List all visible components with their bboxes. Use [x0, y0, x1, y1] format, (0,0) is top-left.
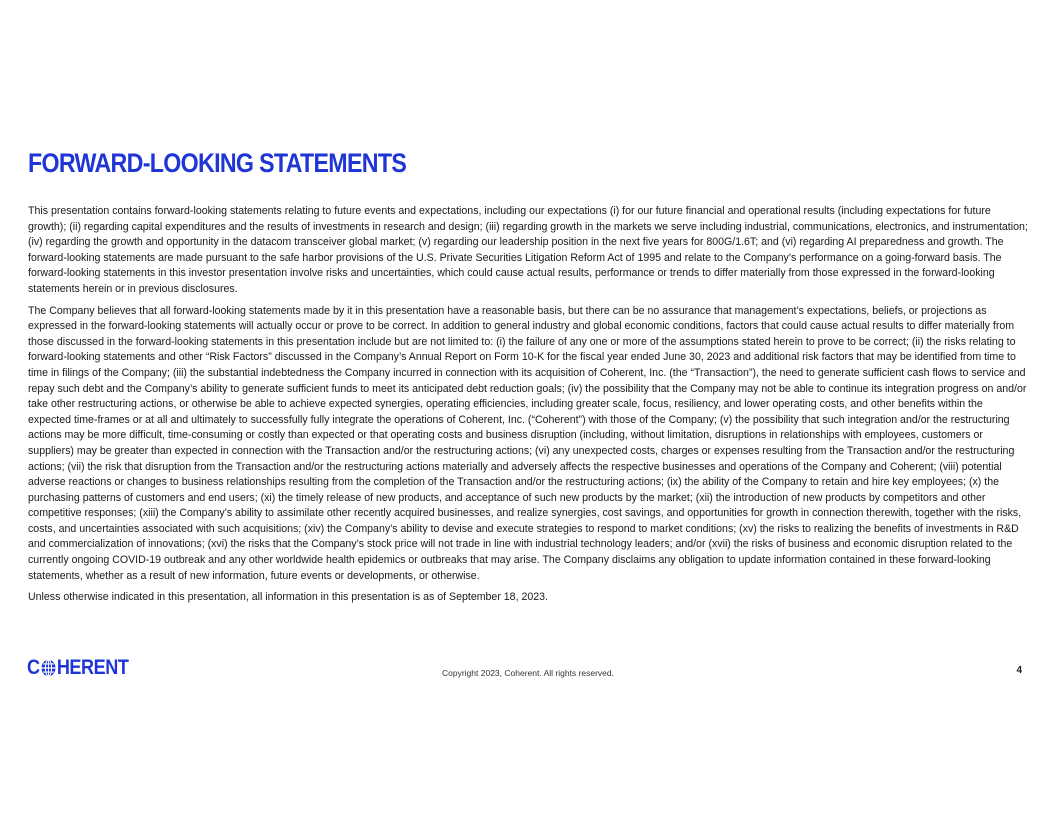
logo-text-end: HERENT: [56, 656, 129, 679]
copyright-notice: Copyright 2023, Coherent. All rights reserved.: [442, 668, 614, 678]
paragraph-risk-factors: The Company believes that all forward-looking statements made by it in this presentation have a reasonable basis, but there can be no assurance that management’s expectations, beliefs, or projections as expressed in the forward-looking statements will actually occur or prove to be correct. In addition to general industry and global economic conditions, factors that could cause actual results to differ materially from those discussed in the forward-looking statements in this presentation include but are not limited to: (i) the failure of any one or more of the assumptions stated herein to prove to be correct; (ii) the risks relating to forward-looking statements and other “Risk Factors” discussed in the Company’s Annual Report on Form 10-K for the fiscal year ended June 30, 2023 and additional risk factors that may be identified from time to time in filings of the Company; (iii) the substantial indebtedness the Company incurred in connection with its acquisition of Coherent, Inc. (the “Transaction”), the need to generate sufficient cash flows to service and repay such debt and the Company’s ability to generate sufficient funds to meet its anticipated debt reduction goals; (iv) the possibility that the Company may not be able to continue its integration progress on and/or take other restructuring actions, or otherwise be able to achieve expected synergies, operating efficiencies, including greater scale, focus, resiliency, and lower operating costs, and other benefits within the expected time-frames or at all and ultimately to successfully fully integrate the operations of Coherent, Inc. (“Coherent”) with those of the Company; (v) the possibility that such integration and/or the restructuring actions may be more difficult, time-consuming or costly than expected or that operating costs and business disruption (including, without limitation, disruptions in relationships with employees, customers or suppliers) may be greater than expected in connection with the Transaction and/or the restructuring actions; (vi) any unexpected costs, charges or expenses resulting from the Transaction and/or the restructuring actions; (vii) the risk that disruption from the Transaction and/or the restructuring actions materially and adversely affects the respective businesses and operations of the Company and Coherent; (viii) potential adverse reactions or changes to business relationships resulting from the completion of the Transaction and/or the restructuring actions; (ix) the ability of the Company to retain and hire key employees; (x) the purchasing patterns of customers and end users; (xi) the timely release of new products, and acceptance of such new products by the market; (xii) the introduction of new products by competitors and other competitive responses; (xiii) the Company’s ability to assimilate other recently acquired businesses, and realize synergies, cost savings, and opportunities for growth in connection therewith, together with the risks, costs, and uncertainties associated with such acquisitions; (xiv) the Company’s ability to devise and execute strategies to respond to market conditions; (xv) the risks to realizing the benefits of investments in R&D and commercialization of innovations; (xvi) the risks that the Company’s stock price will not trade in line with industrial technology leaders; and/or (xvii) the risks of business and economic disruption related to the currently ongoing COVID-19 outbreak and any other worldwide health epidemics or outbreaks that may arise. The Company disclaims any obligation to update information contained in these forward-looking statements, whether as a result of new information, future events or developments, or otherwise.: [28, 304, 1027, 582]
logo-text-start: C: [27, 656, 40, 679]
paragraph-forward-looking-intro: This presentation contains forward-looking statements relating to future events and expectations, including our expectations (i) for our future financial and operational results (including expectations for future growth); (ii) regarding capital expenditures and the results of investments in research and design; (iii) regarding growth in the markets we serve including industrial, communications, electronics, and instrumentation; (iv) regarding the growth and opportunity in the datacom transceiver global market; (v) regarding our leadership position in the next five years for 800G/1.6T; and (vi) regarding AI preparedness and growth. The forward-looking statements are made pursuant to the safe harbor provisions of the U.S. Private Securities Litigation Reform Act of 1995 and relate to the Company’s performance on a going-forward basis. The forward-looking statements in this investor presentation involve risks and uncertainties, which could cause actual results, performance or trends to differ materially from those expressed in the forward-looking statements herein or in previous disclosures.: [28, 205, 1028, 295]
paragraph-date-notice: Unless otherwise indicated in this presentation, all information in this presentation is as of September 18, 2023.: [28, 591, 548, 604]
page-number: 4: [1016, 665, 1022, 676]
page-title: FORWARD-LOOKING STATEMENTS: [28, 148, 407, 178]
body-text: [28, 204, 1028, 612]
